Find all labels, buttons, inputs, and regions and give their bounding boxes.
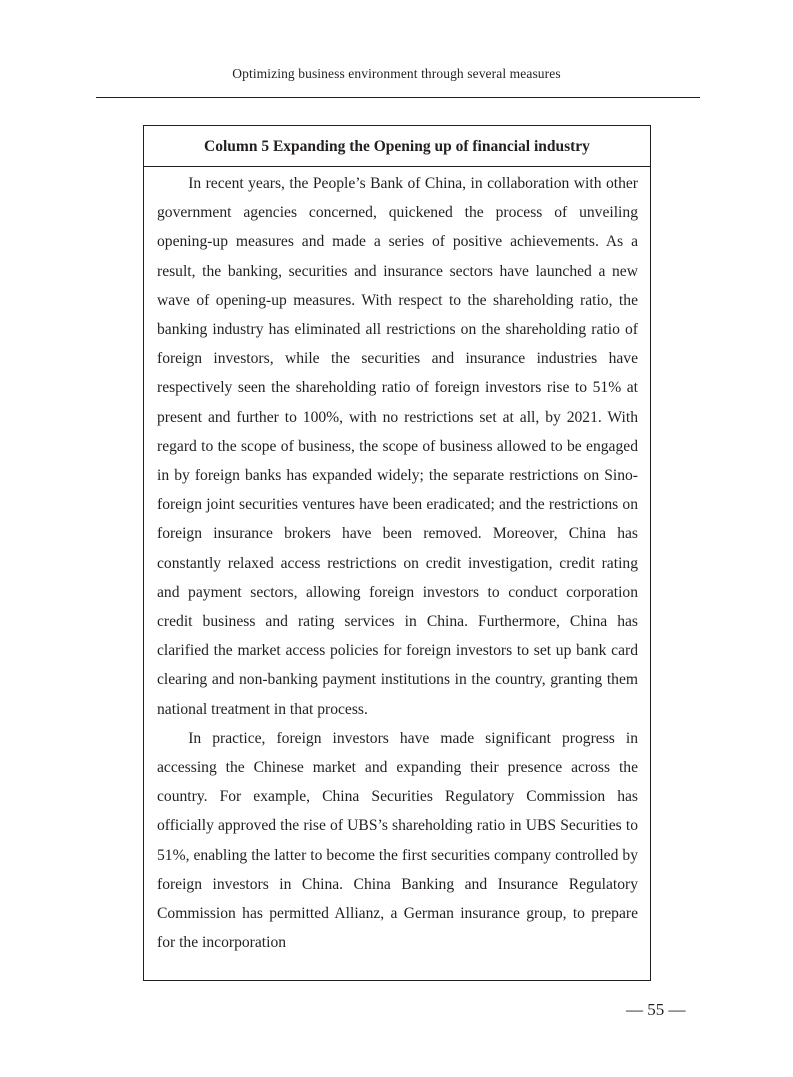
column-paragraph: In practice, foreign investors have made significant progress in accessing the Chinese market and expanding their presence across the country. For example, China Securities Regulatory Commission has officially approved the rise of UBS’s shareholding ratio in UBS Securities to 51%, enabling the latter to become the first securities company controlled by foreign investors in China. China Banking and Insurance Regulatory Commission has permitted Allianz, a German insurance group, to prepare for the incorporation — [157, 729, 638, 952]
page-number: — 55 — — [626, 1000, 686, 1019]
header-rule — [96, 97, 700, 98]
column-title: Column 5 Expanding the Opening up of financial industry — [144, 126, 650, 167]
column-box — [143, 125, 651, 981]
running-header: Optimizing business environment through several measures — [232, 66, 561, 81]
column-paragraph: In recent years, the People’s Bank of China, in collaboration with other government agencies concerned, quickened the process of unveiling opening-up measures and made a series of positive achievements. As a result, the banking, securities and insurance sectors have launched a new wave of opening-up measures. With respect to the shareholding ratio, the banking industry has eliminated all restrictions on the shareholding ratio of foreign investors, while the securities and insurance industries have respectively seen the shareholding ratio of foreign investors rise to 51% at present and further to 100%, with no restrictions set at all, by 2021. With regard to the scope of business, the scope of business allowed to be engaged in by foreign banks has expanded widely; the separate restrictions on Sino-foreign joint securities ventures have been eradicated; and the restrictions on foreign insurance brokers have been removed. Moreover, China has constantly relaxed access restrictions on credit investigation, credit rating and payment sectors, allowing foreign investors to conduct corporation credit business and rating services in China. Furthermore, China has clarified the market access policies for foreign investors to set up bank card clearing and non-banking payment institutions in the country, granting them national treatment in that process. — [157, 175, 638, 718]
column-body — [144, 167, 650, 957]
